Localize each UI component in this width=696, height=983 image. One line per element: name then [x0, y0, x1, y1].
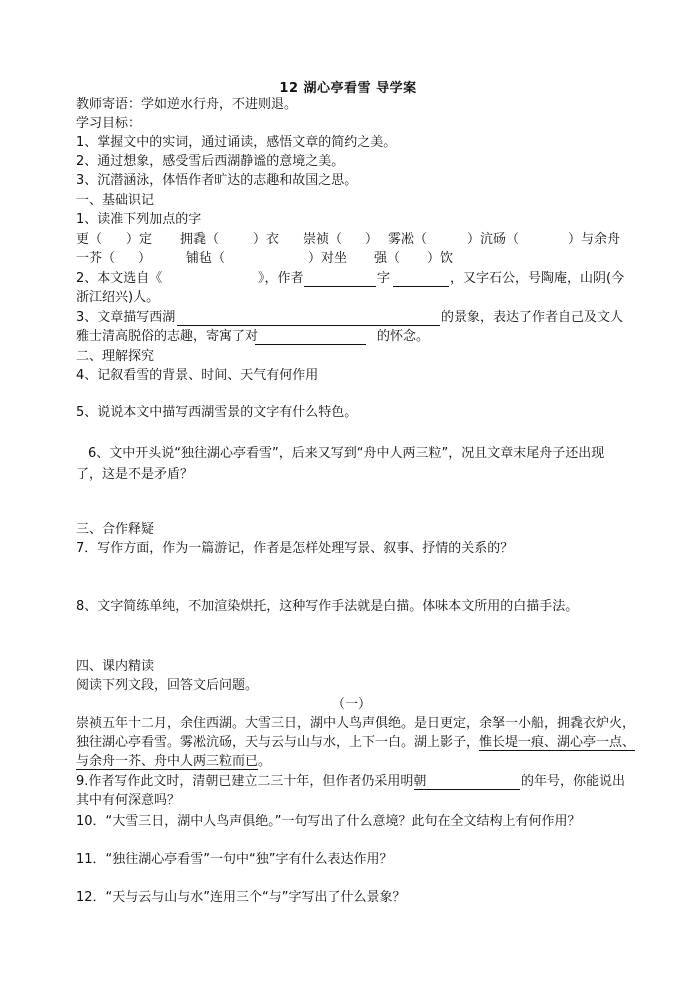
fill-text: 浙江绍兴)人。 [76, 290, 160, 305]
blank-courtesy-name[interactable] [393, 272, 449, 287]
pronunciation-item: 铺毡（ [186, 251, 226, 266]
passage-line [76, 734, 635, 752]
passage-label: （一） [332, 697, 372, 712]
passage-line: 崇祯五年十二月，余住西湖。大雪三日，湖中人鸟声俱绝。是日更定，余拏一小船，拥毳衣炉火， [76, 716, 636, 731]
question-7: 7．写作方面，作为一篇游记，作者是怎样处理写景、叙事、抒情的关系的？ [76, 541, 514, 556]
goals-heading: 学习目标： [76, 116, 142, 131]
teacher-motto: 教师寄语：学如逆水行舟，不进则退。 [76, 97, 298, 112]
question-11: 11．“独往湖心亭看雪”一句中“独”字有什么表达作用？ [76, 852, 393, 867]
pronunciation-item: 强（ [374, 251, 401, 266]
section-heading: 四、课内精读 [76, 659, 155, 674]
underlined-passage-text: 惟长堤一痕、湖心亭一点、 [479, 735, 636, 750]
pronunciation-item: 雾凇（ [388, 232, 428, 247]
fill-text: 3、文章描写西湖 [76, 310, 176, 325]
fill-text: 字 [377, 271, 391, 286]
pronunciation-item: 一芥（ [76, 251, 116, 266]
passage-text: 独往湖心亭看雪。雾凇沆砀，天与云与山与水，上下一白。湖上影子， [76, 735, 480, 750]
pronunciation-item: ）与余舟 [568, 232, 621, 247]
section-heading: 三、合作释疑 [76, 522, 155, 537]
pronunciation-item: ）衣 [253, 232, 280, 247]
fill-text: 的怀念。 [377, 329, 430, 344]
pronunciation-item: ）对坐 [308, 251, 348, 266]
goal-item: 2、通过想象，感受雪后西湖静谧的意境之美。 [76, 154, 345, 169]
fill-text: ，又字石公，号陶庵，山阴(今 [450, 271, 625, 286]
fill-text: 的景象，表达了作者自己及文人 [441, 310, 624, 325]
reading-instruction: 阅读下列文段，回答文后问题。 [76, 678, 259, 693]
pronunciation-item: 崇祯（ [303, 232, 343, 247]
section-heading: 一、基础识记 [76, 193, 155, 208]
blank-scene[interactable] [177, 311, 440, 326]
blank-remembrance[interactable] [255, 330, 366, 345]
question-10: 10．“大雪三日，湖中人鸟声俱绝。”一句写出了什么意境？此句在全文结构上有何作用？ [76, 814, 581, 829]
pronunciation-item: ） [365, 232, 379, 247]
question-5: 5、说说本文中描写西湖雪景的文字有什么特色。 [76, 405, 358, 420]
section-heading: 二、理解探究 [76, 349, 155, 364]
question-6: 6、文中开头说“独往湖心亭看雪”，后来又写到“舟中人两三粒”，况且文章末尾舟子还出现 [88, 446, 605, 461]
goal-item: 3、沉潜涵泳，体悟作者旷达的志趣和故国之思。 [76, 173, 358, 188]
fill-text: 的年号，你能说出 [521, 774, 626, 789]
fill-text: 2、本文选自《 [76, 271, 163, 286]
pronunciation-item: ）定 [126, 232, 153, 247]
blank-author[interactable] [304, 272, 376, 287]
question-6-cont: 了，这是不是矛盾？ [76, 467, 194, 482]
goal-item: 1、掌握文中的实词，通过诵读，感悟文章的简约之美。 [76, 135, 397, 150]
passage-text: 。 [258, 754, 272, 769]
passage-line [76, 753, 271, 771]
pronunciation-item: ）沆砀（ [467, 232, 520, 247]
question-8: 8、文字简练单纯，不加渲染烘托，这种写作手法就是白描。体味本文所用的白描手法。 [76, 599, 579, 614]
pronunciation-item: ） [138, 251, 152, 266]
fill-text: 9.作者写作此文时，清朝已建立二三十年，但作者仍采用明朝 [76, 774, 427, 789]
question-1-heading: 1、读准下列加点的字 [76, 212, 202, 227]
document-title: 12 湖心亭看雪 导学案 [279, 81, 417, 96]
pronunciation-item: 更（ [76, 232, 103, 247]
question-4: 4、记叙看雪的背景、时间、天气有何作用 [76, 368, 319, 383]
question-12: 12．“天与云与山与水”连用三个“与”字写出了什么景象？ [76, 890, 406, 905]
underlined-passage-text: 与余舟一芥、舟中人两三粒而已 [76, 754, 259, 769]
fill-text: 》，作者 [258, 271, 304, 286]
pronunciation-item: 拥毳（ [180, 232, 220, 247]
fill-text: 雅士清高脱俗的志趣，寄寓了对 [76, 329, 259, 344]
blank-era-name[interactable] [414, 775, 520, 790]
pronunciation-item: ）饮 [427, 251, 454, 266]
question-9-cont: 其中有何深意吗？ [76, 793, 181, 808]
